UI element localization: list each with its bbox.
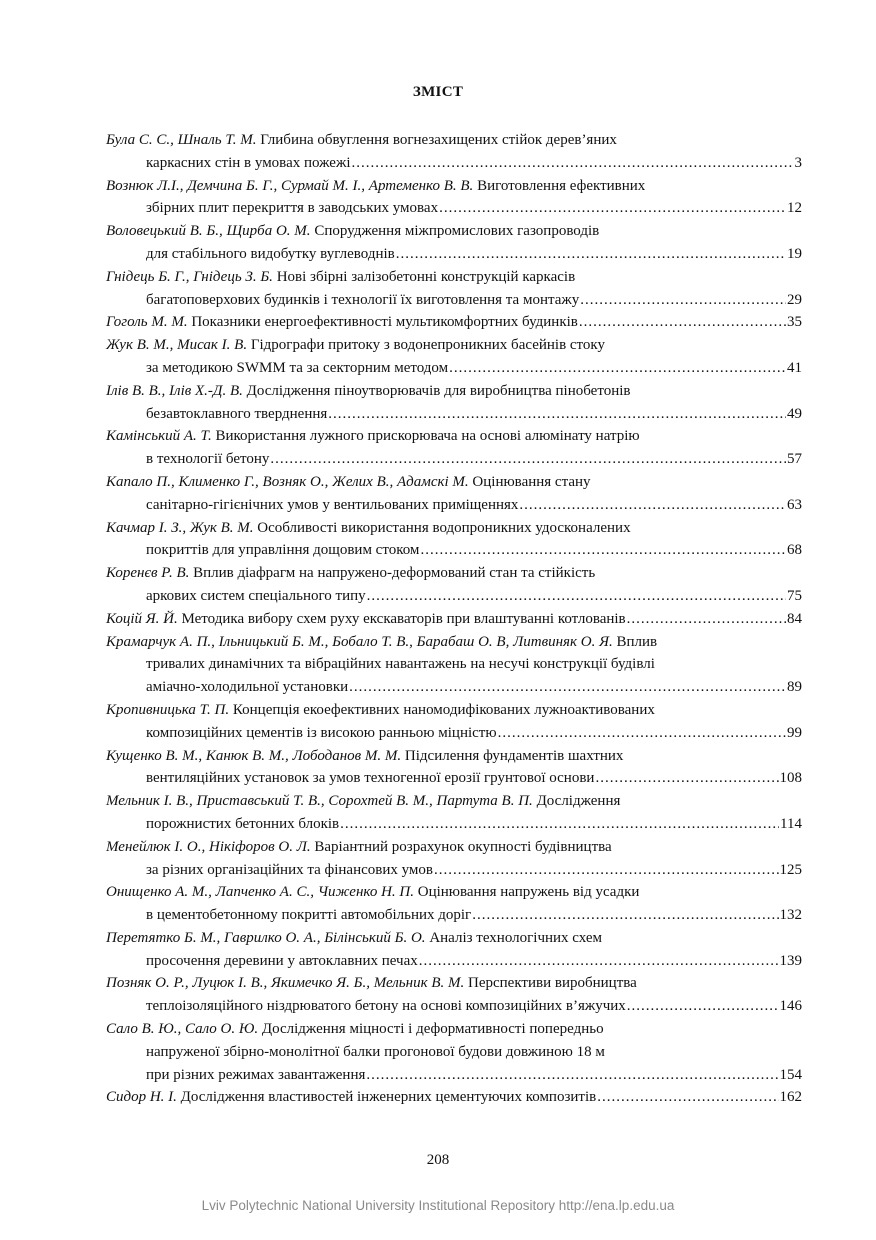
entry-first-line bbox=[106, 175, 802, 198]
dot-leader bbox=[627, 608, 786, 631]
entry-first-line bbox=[106, 129, 802, 152]
entry-page-number: 139 bbox=[779, 952, 802, 969]
toc-entry bbox=[106, 471, 802, 517]
toc-entry bbox=[106, 745, 802, 791]
toc-entry bbox=[106, 790, 802, 836]
dot-leader bbox=[270, 448, 786, 471]
dot-leader bbox=[419, 950, 779, 973]
entry-last-line bbox=[106, 403, 802, 426]
entry-page-number: 49 bbox=[787, 405, 802, 422]
toc-entry bbox=[106, 129, 802, 175]
entry-page-number: 89 bbox=[787, 679, 802, 696]
entry-title-line: за різних організаційних та фінансових умов bbox=[146, 861, 433, 878]
dot-leader bbox=[595, 767, 778, 790]
entry-title-line: Дослідження властивостей інженерних цементуючих композитів bbox=[180, 1089, 597, 1106]
toc-entry bbox=[106, 631, 802, 699]
entry-first-line bbox=[106, 836, 802, 859]
entry-title-line: в технології бетону bbox=[146, 451, 270, 468]
entry-page-number: 125 bbox=[779, 861, 802, 878]
toc-entry bbox=[106, 699, 802, 745]
entry-title-line: в цементобетонному покритті автомобільних доріг bbox=[146, 907, 472, 924]
entry-first-line bbox=[106, 517, 802, 540]
entry-title-line: просочення деревини у автоклавних печах bbox=[146, 952, 418, 969]
entry-title-line: Нові збірні залізобетонні конструкцій каркасів bbox=[276, 268, 576, 285]
entry-page-number: 84 bbox=[787, 610, 802, 627]
entry-title-line: Дослідження міцності і деформативності попередньо bbox=[261, 1021, 604, 1038]
entry-page-number: 41 bbox=[787, 359, 802, 376]
entry-title-line: Гідрографи притоку з водонепроникних басейнів стоку bbox=[250, 337, 605, 354]
dot-leader bbox=[439, 197, 786, 220]
toc-entry bbox=[106, 380, 802, 426]
entry-page-number: 108 bbox=[779, 770, 802, 787]
entry-title-line: Використання лужного прискорювача на основі алюмінату натрію bbox=[215, 428, 640, 445]
entry-last-line bbox=[106, 676, 802, 699]
entry-authors: Була С. С., Шналь Т. М. bbox=[106, 132, 257, 148]
entry-title-line: Дослідження піноутворювачів для виробництва пінобетонів bbox=[246, 382, 631, 399]
dot-leader bbox=[449, 357, 786, 380]
entry-middle-line bbox=[106, 653, 802, 676]
entry-title-line: Вплив bbox=[616, 633, 658, 650]
toc-entry bbox=[106, 311, 802, 334]
entry-authors: Гнідець Б. Г., Гнідець З. Б. bbox=[106, 268, 273, 285]
entry-authors: Качмар І. З., Жук В. М. bbox=[106, 519, 254, 536]
entry-authors: Менейлюк І. О., Нікіфоров О. Л. bbox=[106, 838, 311, 855]
entry-last-line bbox=[106, 722, 802, 745]
toc-entry bbox=[106, 1018, 802, 1086]
entry-authors: Позняк О. Р., Луцюк І. В., Якимечко Я. Б., Мельник В. М. bbox=[106, 975, 465, 992]
entry-authors: Коренєв Р. В. bbox=[106, 565, 190, 582]
entry-first-line bbox=[106, 562, 802, 585]
dot-leader bbox=[366, 1064, 778, 1087]
entry-first-line bbox=[106, 1018, 802, 1041]
entry-authors: Сало В. Ю., Сало О. Ю. bbox=[106, 1021, 259, 1038]
toc-entry bbox=[106, 608, 802, 631]
toc-entry bbox=[106, 517, 802, 563]
entry-authors: Воловецький В. Б., Щирба О. М. bbox=[106, 223, 311, 240]
entry-first-line bbox=[106, 266, 802, 289]
entry-title-line: аміачно-холодильної установки bbox=[146, 679, 349, 696]
entry-authors: Камінський А. Т. bbox=[106, 428, 212, 445]
entry-first-line bbox=[106, 927, 802, 950]
dot-leader bbox=[367, 585, 786, 608]
entry-first-line bbox=[106, 220, 802, 243]
entry-last-line bbox=[106, 289, 802, 312]
entry-authors: Гоголь М. М. bbox=[106, 314, 188, 331]
entry-title-line: аркових систем спеціального типу bbox=[146, 587, 366, 604]
entry-page-number: 29 bbox=[787, 291, 802, 308]
toc-entry bbox=[106, 562, 802, 608]
entry-title-line: Спорудження міжпромислових газопроводів bbox=[314, 223, 600, 240]
entry-first-line bbox=[106, 334, 802, 357]
toc-entry bbox=[106, 334, 802, 380]
entry-title-line: санітарно-гігієнічних умов у вентильованих приміщеннях bbox=[146, 496, 519, 513]
entry-title-line: вентиляційних установок за умов техногенної ерозії грунтової основи bbox=[146, 770, 595, 787]
entry-page-number: 63 bbox=[787, 496, 802, 513]
entry-title-line: багатоповерхових будинків і технології їх виготовлення та монтажу bbox=[146, 291, 580, 308]
entry-last-line bbox=[106, 448, 802, 471]
dot-leader bbox=[352, 152, 794, 175]
toc-entry bbox=[106, 175, 802, 221]
entry-authors: Кропивницька Т. П. bbox=[106, 701, 230, 718]
entry-last-line bbox=[106, 813, 802, 836]
entry-authors: Сидор Н. І. bbox=[106, 1089, 177, 1106]
toc-entry bbox=[106, 972, 802, 1018]
entry-last-line bbox=[106, 197, 802, 220]
entry-title-line: композиційних цементів із високою ранньою міцністю bbox=[146, 724, 497, 741]
entry-last-line bbox=[106, 1064, 802, 1087]
toc-entry bbox=[106, 425, 802, 471]
entry-page-number: 68 bbox=[787, 542, 802, 559]
entry-title-line: Дослідження bbox=[536, 793, 621, 810]
entry-first-line bbox=[106, 881, 802, 904]
entry-title-line: напруженої збірно-монолітної балки прогонової будови довжиною 18 м bbox=[146, 1043, 605, 1060]
entry-authors: Крамарчук А. П., Ільницький Б. М., Бобало Т. В., Барабаш О. В, Литвиняк О. Я. bbox=[106, 633, 613, 650]
entry-last-line bbox=[106, 859, 802, 882]
entry-page-number: 19 bbox=[787, 245, 802, 262]
dot-leader bbox=[420, 539, 786, 562]
entry-last-line bbox=[106, 152, 802, 175]
entry-last-line bbox=[106, 243, 802, 266]
entry-title-line: збірних плит перекриття в заводських умовах bbox=[146, 200, 439, 217]
entry-authors: Онищенко А. М., Лапченко А. С., Чиженко Н. П. bbox=[106, 884, 414, 901]
entry-last-line bbox=[106, 995, 802, 1018]
entry-page-number: 132 bbox=[779, 907, 802, 924]
toc-entry bbox=[106, 1086, 802, 1109]
dot-leader bbox=[519, 494, 786, 517]
toc-entry bbox=[106, 836, 802, 882]
entry-title-line: при різних режимах завантаження bbox=[146, 1066, 366, 1083]
entry-title-line: Оцінювання стану bbox=[472, 473, 591, 490]
entry-first-line bbox=[106, 972, 802, 995]
entry-title-line: за методикою SWMM та за секторним методом bbox=[146, 359, 449, 376]
entry-page-number: 162 bbox=[779, 1089, 802, 1106]
dot-leader bbox=[340, 813, 779, 836]
dot-leader bbox=[597, 1086, 778, 1109]
entry-title-line: Показники енергоефективності мультикомфортних будинків bbox=[191, 314, 578, 331]
entry-title-line: безавтоклавного тверднення bbox=[146, 405, 328, 422]
entry-title-line: порожнистих бетонних блоків bbox=[146, 815, 340, 832]
entry-first-line bbox=[106, 380, 802, 403]
entry-last-line bbox=[106, 1086, 802, 1109]
entry-last-line bbox=[106, 904, 802, 927]
entry-page-number: 57 bbox=[787, 451, 802, 468]
entry-last-line bbox=[106, 950, 802, 973]
entry-title-line: Перспективи виробництва bbox=[468, 975, 637, 992]
dot-leader bbox=[498, 722, 786, 745]
dot-leader bbox=[472, 904, 778, 927]
dot-leader bbox=[328, 403, 786, 426]
entry-title-line: Методика вибору схем руху екскаваторів при влаштуванні котлованів bbox=[181, 610, 626, 627]
entry-title-line: Виготовлення ефективних bbox=[477, 177, 646, 194]
entry-title-line: Концепція екоефективних наномодифікованих лужноактивованих bbox=[232, 701, 655, 718]
entry-first-line bbox=[106, 790, 802, 813]
dot-leader bbox=[396, 243, 786, 266]
entry-page-number: 154 bbox=[779, 1066, 802, 1083]
entry-authors: Мельник І. В., Приставський Т. В., Сорохтей В. М., Партута В. П. bbox=[106, 793, 533, 810]
entry-middle-line bbox=[106, 1041, 802, 1064]
entry-last-line bbox=[106, 767, 802, 790]
entry-authors: Кущенко В. М., Канюк В. М., Лободанов М. М. bbox=[106, 747, 402, 764]
table-of-contents bbox=[106, 129, 802, 1109]
entry-last-line bbox=[106, 608, 802, 631]
entry-title-line: Вплив діафрагм на напружено-деформований стан та стійкість bbox=[193, 565, 596, 582]
entry-title-line: Глибина обвуглення вогнезахищених стійок дерев’яних bbox=[260, 132, 617, 148]
dot-leader bbox=[349, 676, 786, 699]
entry-page-number: 35 bbox=[787, 314, 802, 331]
entry-title-line: Оцінювання напружень від усадки bbox=[417, 884, 640, 901]
entry-authors: Перетятко Б. М., Гаврилко О. А., Білінський Б. О. bbox=[106, 929, 426, 946]
entry-authors: Коцій Я. Й. bbox=[106, 610, 178, 627]
toc-entry bbox=[106, 927, 802, 973]
entry-page-number: 75 bbox=[787, 587, 802, 604]
entry-page-number: 12 bbox=[787, 200, 802, 217]
entry-authors: Жук В. М., Мисак І. В. bbox=[106, 337, 248, 354]
page-title: ЗМІСТ bbox=[412, 84, 464, 100]
entry-page-number: 99 bbox=[787, 724, 802, 741]
dot-leader bbox=[627, 995, 779, 1018]
entry-title-line: Аналіз технологічних схем bbox=[429, 929, 603, 946]
toc-entry bbox=[106, 220, 802, 266]
entry-authors: Ілів В. В., Ілів Х.-Д. В. bbox=[106, 382, 243, 399]
entry-title-line: для стабільного видобутку вуглеводнів bbox=[146, 245, 395, 262]
entry-first-line bbox=[106, 745, 802, 768]
dot-leader bbox=[580, 289, 786, 312]
entry-title-line: покриттів для управління дощовим стоком bbox=[146, 542, 420, 559]
entry-authors: Вознюк Л.І., Демчина Б. Г., Сурмай М. І., Артеменко В. В. bbox=[106, 177, 474, 194]
dot-leader bbox=[434, 859, 779, 882]
entry-title-line: теплоізоляційного ніздрюватого бетону на основі композиційних в’яжучих bbox=[146, 998, 626, 1015]
entry-first-line bbox=[106, 425, 802, 448]
entry-title-line: Варіантний розрахунок окупності будівництва bbox=[314, 838, 612, 855]
entry-page-number: 114 bbox=[780, 815, 802, 832]
entry-first-line bbox=[106, 631, 802, 654]
entry-page-number: 3 bbox=[794, 154, 802, 171]
entry-title-line: каркасних стін в умовах пожежі bbox=[146, 154, 351, 171]
entry-title-line: Підсилення фундаментів шахтних bbox=[404, 747, 624, 764]
entry-last-line bbox=[106, 494, 802, 517]
dot-leader bbox=[579, 311, 786, 334]
toc-entry bbox=[106, 881, 802, 927]
entry-first-line bbox=[106, 471, 802, 494]
entry-authors: Капало П., Клименко Г., Возняк О., Желих В., Адамскі М. bbox=[106, 473, 469, 490]
entry-last-line bbox=[106, 311, 802, 334]
entry-title-line: тривалих динамічних та вібраційних навантажень на несучі конструкції будівлі bbox=[146, 656, 655, 673]
repository-footer: Lviv Polytechnic National University Institutional Repository http://ena.lp.edu.ua bbox=[201, 1198, 675, 1213]
entry-last-line bbox=[106, 357, 802, 380]
entry-last-line bbox=[106, 585, 802, 608]
entry-page-number: 146 bbox=[779, 998, 802, 1015]
entry-title-line: Особливості використання водопроникних удосконалених bbox=[257, 519, 631, 536]
entry-last-line bbox=[106, 539, 802, 562]
entry-first-line bbox=[106, 699, 802, 722]
page-number: 208 bbox=[426, 1152, 450, 1168]
toc-entry bbox=[106, 266, 802, 312]
